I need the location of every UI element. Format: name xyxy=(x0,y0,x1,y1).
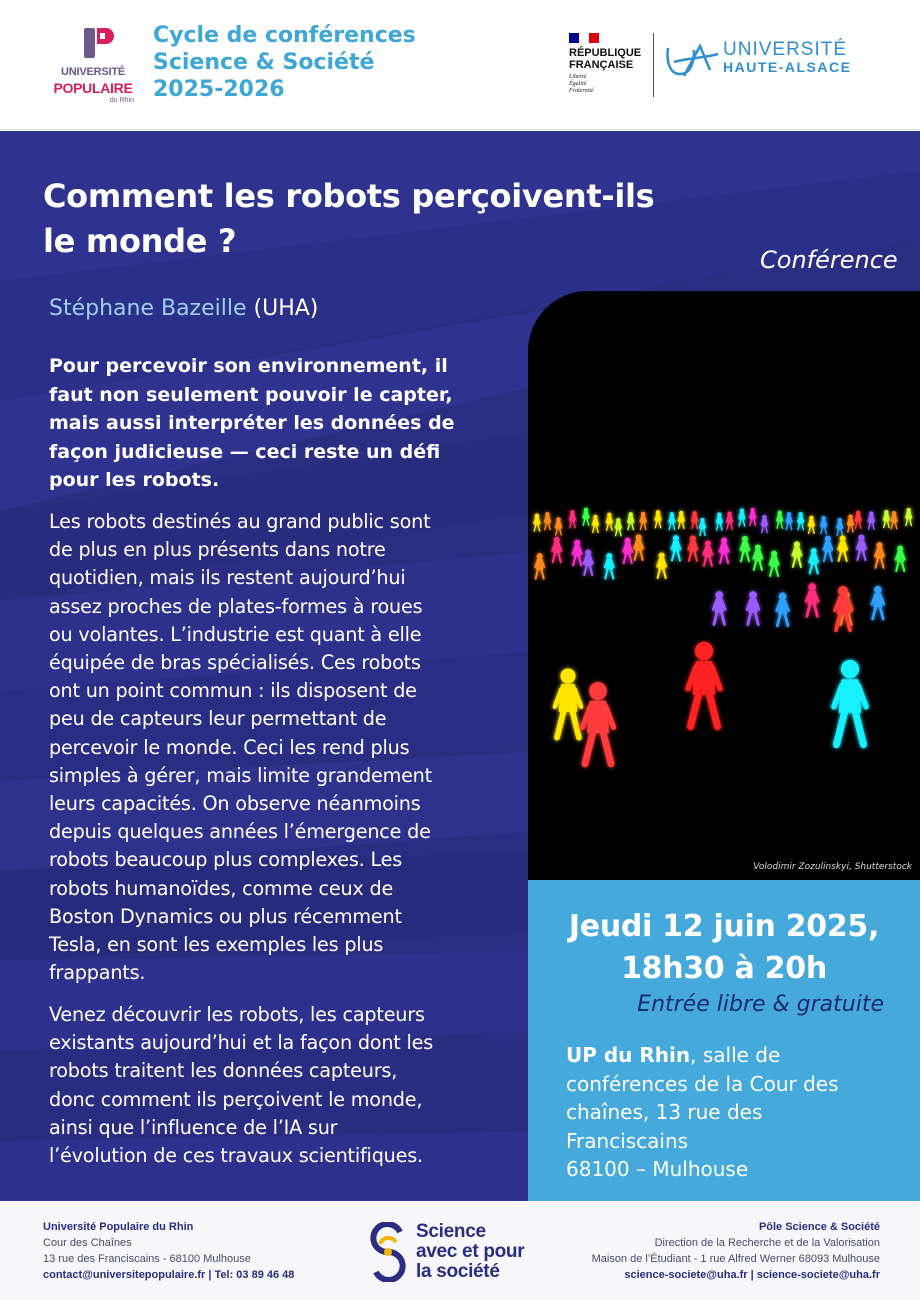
glowing-person-figure xyxy=(776,511,783,528)
glowing-person-figure xyxy=(555,518,562,535)
venue-rest: , salle de xyxy=(690,1043,781,1067)
footer-right xyxy=(592,1219,880,1283)
glowing-person-figure xyxy=(634,535,644,560)
body-line: Les robots destinés au grand public sont xyxy=(49,510,431,533)
event-date xyxy=(528,906,920,990)
glowing-person-figure xyxy=(691,511,698,528)
glowing-person-figure xyxy=(895,546,905,571)
footer-left xyxy=(43,1219,294,1283)
motto-line: Égalité xyxy=(569,81,587,87)
body-line: de plus en plus présents dans notre xyxy=(49,538,386,562)
glowing-person-figure xyxy=(797,513,804,530)
body-line: frappants. xyxy=(49,961,146,985)
venue-line xyxy=(566,1041,896,1070)
body-line: peu de capteurs leur permettant de xyxy=(49,707,387,731)
science-line: avec et pour xyxy=(416,1241,525,1262)
uha-logo xyxy=(664,38,879,88)
speaker-name: Stéphane Bazeille xyxy=(49,296,247,321)
footer-right-title: Pôle Science & Société xyxy=(758,1221,880,1233)
uha-line1: UNIVERSITÉ xyxy=(723,39,848,60)
body-line: équipée de bras spécialisés. Ces robots xyxy=(49,651,421,675)
motto-line: Liberté xyxy=(569,74,587,80)
footer xyxy=(0,1201,920,1300)
glowing-person-figure xyxy=(583,508,590,525)
page-title xyxy=(43,174,693,264)
lead-line: façon judicieuse — ceci reste un défi xyxy=(49,440,441,463)
body-line: robots beaucoup plus complexes. Les xyxy=(49,848,403,872)
glowing-person-figure xyxy=(592,515,599,532)
body-paragraph-1 xyxy=(49,508,524,987)
science-line: la société xyxy=(416,1261,500,1282)
glowing-person-figure xyxy=(786,513,793,530)
body-line: Venez découvrir les robots, les capteurs xyxy=(49,1003,425,1026)
glowing-person-figure xyxy=(555,669,581,738)
body-line: robots traitent les données capteurs, xyxy=(49,1059,398,1083)
glowing-person-figure xyxy=(739,509,746,526)
body-line: Boston Dynamics ou plus récemment xyxy=(49,904,402,928)
illustration-photo xyxy=(528,291,920,880)
glowing-person-figure xyxy=(740,536,750,561)
glowing-person-figure xyxy=(657,553,667,578)
glowing-person-figure xyxy=(776,593,789,626)
body-line: Tesla, en sont les exemples les plus xyxy=(49,933,384,957)
glowing-person-figure xyxy=(905,508,912,525)
glowing-crowd-illustration xyxy=(528,291,920,880)
cycle-title xyxy=(153,22,416,103)
photo-credit: Volodimir Zozulinskyi, Shutterstock xyxy=(753,862,912,872)
body-line: percevoir le monde. Ceci les rend plus xyxy=(49,735,410,759)
motto-line: Fraternité xyxy=(569,88,594,94)
glowing-person-figure xyxy=(891,512,898,529)
lead-line: mais aussi interpréter les données de xyxy=(49,412,455,434)
glowing-person-figure xyxy=(583,550,593,575)
title-line: Comment les robots perçoivent-ils xyxy=(43,177,655,215)
glowing-person-figure xyxy=(703,541,713,566)
glowing-person-figure xyxy=(820,516,827,533)
venue-name: UP du Rhin xyxy=(566,1043,691,1067)
lead-paragraph xyxy=(49,352,519,495)
event-info-box xyxy=(528,880,920,1201)
glowing-person-figure xyxy=(544,513,551,530)
glowing-person-figure xyxy=(604,554,614,579)
event-venue xyxy=(566,1041,896,1184)
glowing-person-figure xyxy=(716,513,723,530)
glowing-person-figure xyxy=(837,518,844,535)
lead-line: faut non seulement pouvoir le capter, xyxy=(49,383,453,406)
body-line: ainsi que l’influence de l’IA sur xyxy=(49,1115,338,1139)
body-line: donc comment ils perçoivent le monde, xyxy=(49,1087,423,1111)
body-line: ou volantes. L’industrie est quant à elle xyxy=(49,622,422,646)
glowing-person-figure xyxy=(713,592,726,625)
body-line: depuis quelques années l’émergence de xyxy=(49,820,431,844)
glowing-person-figure xyxy=(868,512,875,529)
glowing-person-figure xyxy=(769,551,779,576)
republique-text xyxy=(569,47,649,71)
glowing-person-figure xyxy=(747,592,760,625)
glowing-person-figure xyxy=(808,516,815,533)
glowing-person-figure xyxy=(857,535,867,560)
footer-right-line: Maison de l’Étudiant - 1 rue Alfred Werner 68093 Mulhouse xyxy=(591,1253,880,1265)
address-line: Franciscains xyxy=(566,1128,689,1153)
glowing-person-figure xyxy=(572,540,582,565)
glowing-person-figure xyxy=(688,642,720,726)
glowing-person-figure xyxy=(792,542,802,567)
footer-left-line: Cour des Chaînes xyxy=(43,1237,132,1249)
up-logo-line1: UNIVERSITÉ xyxy=(60,66,125,78)
cycle-line: 2025-2026 xyxy=(153,77,285,102)
french-flag-icon xyxy=(569,33,599,43)
universite-populaire-logo xyxy=(52,26,134,108)
glowing-person-figure xyxy=(582,683,613,764)
up-logo-line3: du Rhin xyxy=(109,97,134,104)
speaker xyxy=(49,294,318,324)
glowing-person-figure xyxy=(823,536,833,561)
address-line: chaînes, 13 rue des xyxy=(566,1100,763,1124)
glowing-person-figure xyxy=(678,511,685,528)
date-line: Jeudi 12 juin 2025, xyxy=(568,909,880,944)
time-line: 18h30 à 20h xyxy=(621,951,827,986)
header xyxy=(0,0,920,130)
up-logo-line2: POPULAIRE xyxy=(53,80,133,96)
glowing-person-figure xyxy=(669,513,676,530)
address-line: conférences de la Cour des xyxy=(566,1071,839,1096)
lead-line: Pour percevoir son environnement, il xyxy=(49,355,448,377)
glowing-person-figure xyxy=(726,512,733,529)
science-line: Science xyxy=(416,1221,486,1242)
body-line: quotidien, mais ils restent aujourd’hui xyxy=(49,566,406,590)
uha-logo-icon xyxy=(664,40,720,82)
glowing-person-figure xyxy=(838,536,848,561)
republique-line2: FRANÇAISE xyxy=(569,59,634,71)
glowing-person-figure xyxy=(671,536,681,561)
science-avec-et-pour-la-societe-logo xyxy=(368,1222,568,1282)
cycle-line: Cycle de conférences xyxy=(153,23,416,48)
glowing-person-figure xyxy=(569,511,576,528)
glowing-person-figure xyxy=(615,519,622,536)
glowing-person-figure xyxy=(535,554,545,579)
body-line: l’évolution de ces travaux scientifiques. xyxy=(49,1144,423,1168)
up-logo-icon xyxy=(82,26,116,60)
event-type-label: Conférence xyxy=(760,246,898,274)
glowing-person-figure xyxy=(640,512,647,529)
footer-left-line: 13 rue des Franciscains - 68100 Mulhouse xyxy=(43,1253,251,1265)
body-paragraph-2 xyxy=(49,1001,524,1170)
glowing-person-figure xyxy=(552,537,562,562)
glowing-person-figure xyxy=(806,584,819,617)
glowing-person-figure xyxy=(834,660,866,744)
footer-left-title: Université Populaire du Rhin xyxy=(43,1221,194,1233)
footer-left-contact[interactable]: contact@universitepopulaire.fr | Tel: 03 89 46 48 xyxy=(43,1269,295,1281)
cycle-line: Science & Société xyxy=(153,50,375,75)
footer-right-line: Direction de la Recherche et de la Valorisation xyxy=(654,1237,880,1249)
republique-motto xyxy=(569,74,649,95)
body-line: robots humanoïdes, comme ceux de xyxy=(49,876,394,900)
speaker-affiliation: (UHA) xyxy=(253,296,319,321)
glowing-person-figure xyxy=(623,538,633,563)
logo-divider xyxy=(653,33,654,97)
science-societe-logo-icon xyxy=(368,1222,410,1282)
glowing-person-figure xyxy=(699,518,706,535)
glowing-person-figure xyxy=(855,511,862,528)
glowing-person-figure xyxy=(761,515,768,532)
title-line: le monde ? xyxy=(43,222,237,260)
entry-info: Entrée libre & gratuite xyxy=(637,992,884,1017)
footer-right-contact[interactable]: science-societe@uha.fr | science-societe@uha.fr xyxy=(624,1269,880,1281)
body-line: existants aujourd’hui et la façon dont les xyxy=(49,1031,434,1055)
lead-line: pour les robots. xyxy=(49,469,220,491)
glowing-person-figure xyxy=(534,514,541,531)
glowing-person-figure xyxy=(875,543,885,568)
address-line: 68100 – Mulhouse xyxy=(566,1157,749,1181)
body-line: leurs capacités. On observe néanmoins xyxy=(49,792,421,816)
glowing-person-figure xyxy=(627,513,634,530)
glowing-person-figure xyxy=(719,538,729,563)
body-line: assez proches de plates-formes à roues xyxy=(49,594,423,618)
glowing-person-figure xyxy=(749,508,756,525)
science-societe-text xyxy=(416,1222,524,1282)
glowing-person-figure xyxy=(606,513,613,530)
uha-line2: HAUTE-ALSACE xyxy=(723,59,852,75)
glowing-person-figure xyxy=(655,511,662,528)
glowing-person-figure xyxy=(872,586,885,619)
glowing-person-figure xyxy=(809,549,819,574)
body-line: ont un point commun : ils disposent de xyxy=(49,679,417,703)
glowing-person-figure xyxy=(883,510,890,527)
body-line: simples à gérer, mais limite grandement xyxy=(49,763,432,787)
glowing-person-figure xyxy=(753,545,763,570)
republique-francaise-logo xyxy=(569,33,649,103)
glowing-person-figure xyxy=(688,536,698,561)
glowing-person-figure xyxy=(847,515,854,532)
republique-line1: RÉPUBLIQUE xyxy=(569,47,642,59)
